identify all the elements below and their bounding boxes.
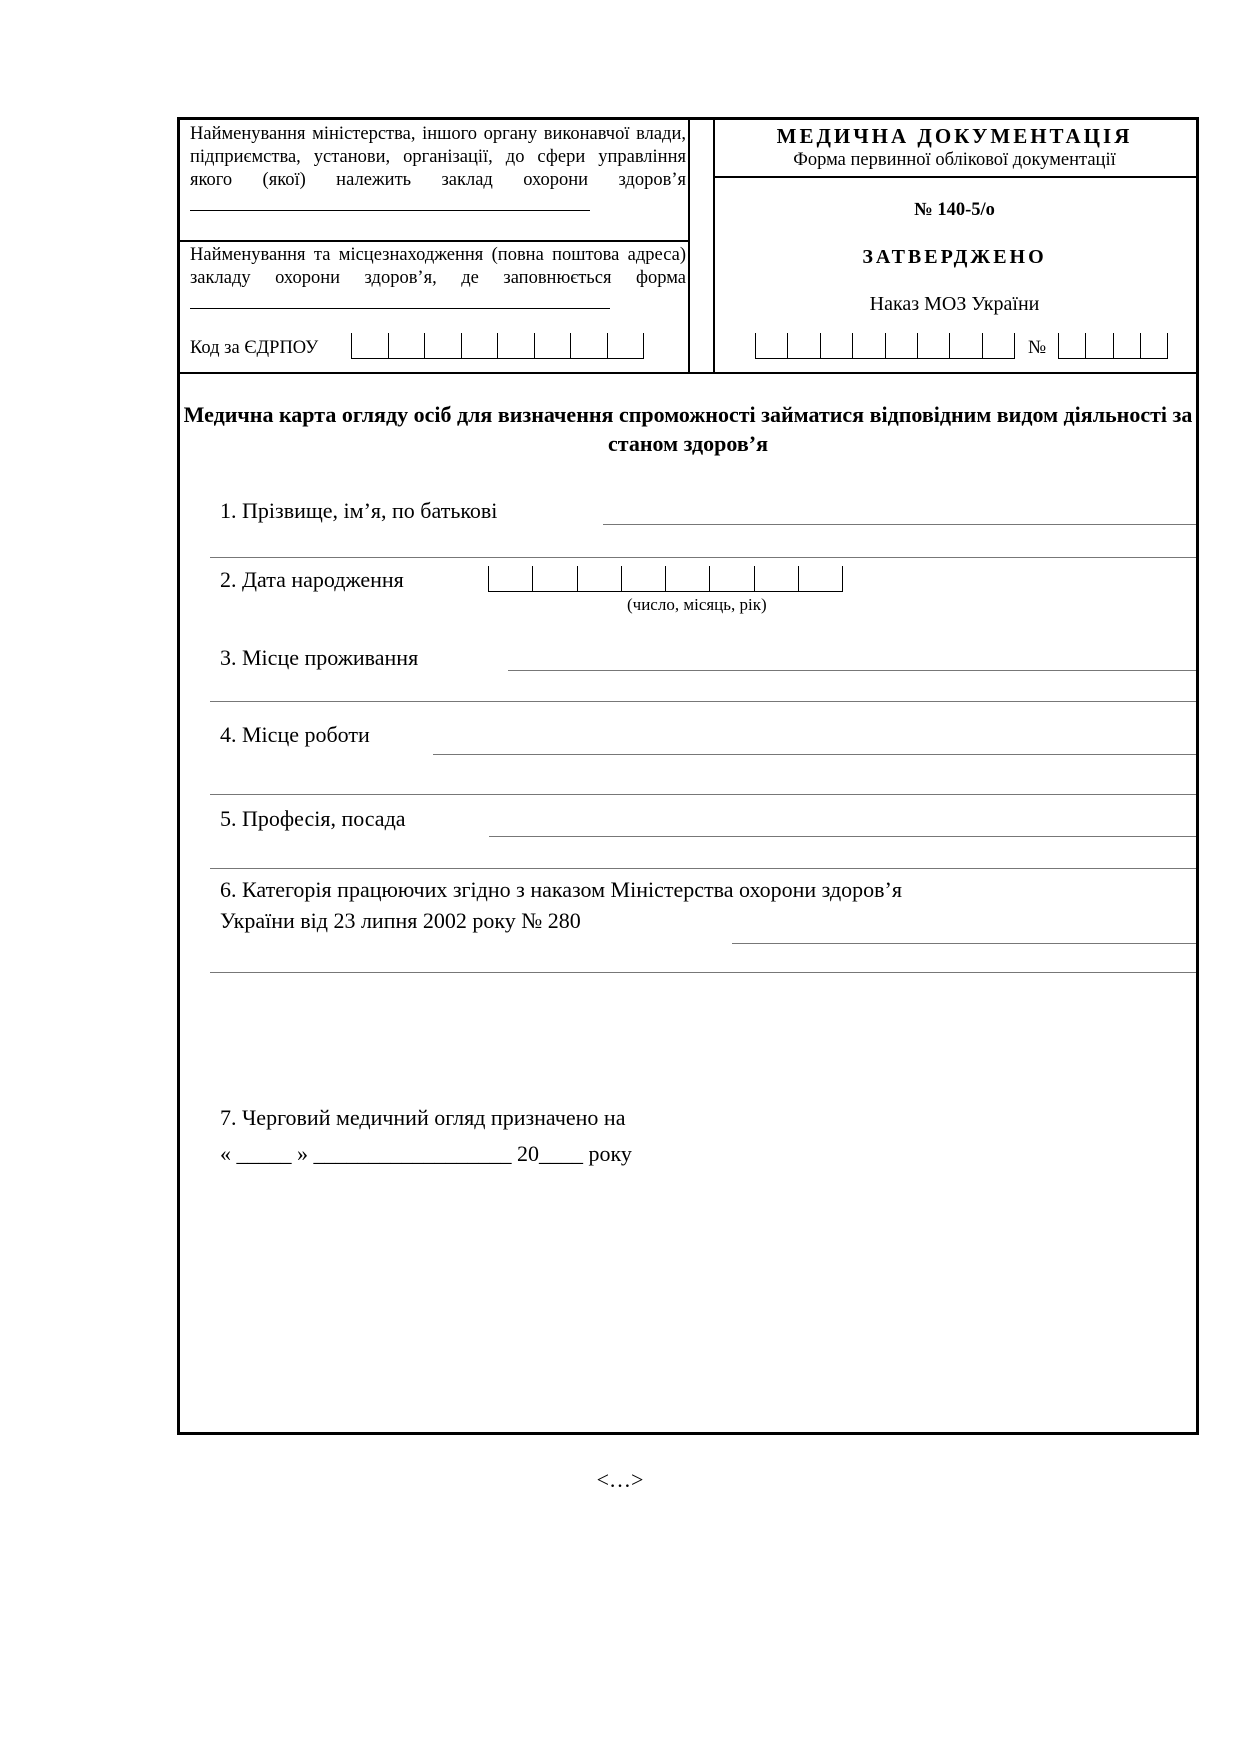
field-category-line-2[interactable] (210, 972, 1196, 973)
org-parent-blank[interactable] (190, 192, 590, 211)
form-frame (177, 117, 1199, 1435)
edrpou-cells[interactable] (351, 333, 644, 359)
approved-label: ЗАТВЕРДЖЕНО (862, 246, 1047, 268)
form-number: № 140-5/о (914, 200, 995, 220)
org-facility-block (190, 244, 686, 316)
card-title: Медична карта огляду осіб для визначення спроможності займатися відповідним видом діяльності за станом здоров’я (183, 402, 1193, 456)
order-number-cells[interactable] (1058, 333, 1168, 359)
field-category-label-2: України від 23 липня 2002 року № 280 (220, 908, 581, 933)
field-residence-line-2[interactable] (210, 701, 1196, 702)
field-residence-label: 3. Місце проживання (220, 645, 419, 670)
field-workplace-label: 4. Місце роботи (220, 722, 370, 747)
field-birth-date-label: 2. Дата народження (220, 567, 404, 592)
field-profession-label: 5. Професія, посада (220, 806, 406, 831)
field-profession-line[interactable] (489, 836, 1196, 837)
form-subtitle: Форма первинної облікової документації (793, 150, 1116, 170)
field-residence-line[interactable] (508, 670, 1196, 671)
header-divider-left (688, 120, 690, 372)
field-category-line[interactable] (732, 943, 1196, 944)
order-number-label: № (1028, 337, 1047, 358)
field-category-label-1: 6. Категорія працюючих згідно з наказом Міністерства охорони здоров’я (220, 877, 902, 902)
field-workplace-line[interactable] (433, 754, 1196, 755)
field-profession-line-2[interactable] (210, 868, 1196, 869)
birth-date-hint: (число, місяць, рік) (627, 595, 767, 614)
birth-date-cells[interactable] (488, 566, 843, 592)
org-parent-block (190, 123, 686, 218)
page-ellipsis: <…> (596, 1467, 644, 1492)
org-facility-blank[interactable] (190, 290, 610, 309)
field-workplace-line-2[interactable] (210, 794, 1196, 795)
medical-docs-title: МЕДИЧНА ДОКУМЕНТАЦІЯ (776, 124, 1133, 148)
field-full-name-line-2[interactable] (210, 557, 1196, 558)
header-row-divider-left (180, 240, 688, 242)
field-full-name-label: 1. Прізвище, ім’я, по батькові (220, 498, 498, 523)
field-full-name-line[interactable] (603, 524, 1196, 525)
org-facility-text: Найменування та місцезнаходження (повна поштова адреса) закладу охорони здоров’я, де заповнюється форма (190, 245, 686, 288)
order-date-cells[interactable] (755, 333, 1015, 359)
edrpou-label: Код за ЄДРПОУ (190, 338, 319, 358)
org-parent-text: Найменування міністерства, іншого органу виконавчої влади, підприємства, установи, організації, до сфери управління якого (якої) належить заклад охорони здоров’я (190, 124, 686, 190)
order-label: Наказ МОЗ України (869, 293, 1040, 315)
header-row-divider-right (713, 176, 1196, 178)
field-next-exam-date[interactable]: « _____ » __________________ 20____ року (220, 1141, 632, 1166)
form-header (180, 120, 1196, 374)
field-next-exam-label: 7. Черговий медичний огляд призначено на (220, 1105, 626, 1130)
